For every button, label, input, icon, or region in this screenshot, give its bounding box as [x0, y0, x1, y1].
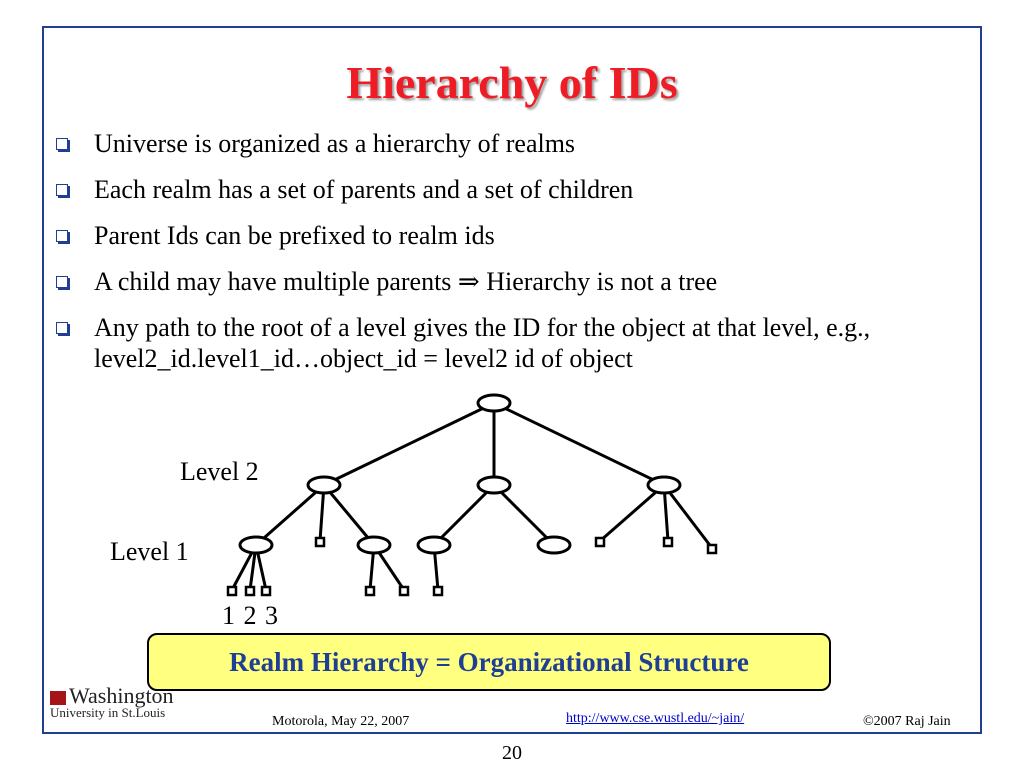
page-number: 20 [502, 742, 522, 764]
callout-box: Realm Hierarchy = Organizational Structure [147, 633, 831, 691]
object-leaf [664, 538, 672, 546]
leaf-numbers: 1 2 3 [222, 601, 279, 630]
level1-realm-node [358, 537, 390, 553]
object-leaf [262, 587, 270, 595]
level2-label: Level 2 [180, 457, 259, 486]
level2-realm-node [478, 477, 510, 493]
object-leaves [228, 538, 716, 595]
bullet-item: Parent Ids can be prefixed to realm ids [56, 220, 976, 251]
level1-label: Level 1 [110, 537, 189, 566]
level2-realm-node [308, 477, 340, 493]
slide-title: Hierarchy of IDs [346, 57, 678, 108]
bullet-item: Each realm has a set of parents and a set of children [56, 174, 976, 205]
object-leaf [316, 538, 324, 546]
crest-icon [50, 691, 66, 705]
bullet-item: A child may have multiple parents ⇒ Hierarchy is not a tree [56, 266, 976, 297]
level1-realm-node [240, 537, 272, 553]
object-leaf [366, 587, 374, 595]
level1-realm-node [538, 537, 570, 553]
footer-copyright: ©2007 Raj Jain [863, 714, 951, 729]
bullet-item: Universe is organized as a hierarchy of realms [56, 128, 976, 159]
level2-realm-node [648, 477, 680, 493]
object-leaf [434, 587, 442, 595]
level1-realm-node [418, 537, 450, 553]
bullet-item: Any path to the root of a level gives the ID for the object at that level, e.g., level2_id.level1_id…object_id = level2 id of object [56, 312, 976, 374]
object-leaf [400, 587, 408, 595]
object-leaf [228, 587, 236, 595]
object-leaf [708, 545, 716, 553]
object-leaf [596, 538, 604, 546]
footer-link[interactable]: http://www.cse.wustl.edu/~jain/ [566, 711, 745, 726]
object-leaf [246, 587, 254, 595]
university-logo: Washington University in St.Louis [50, 683, 174, 720]
footer-event: Motorola, May 22, 2007 [272, 714, 410, 729]
hierarchy-edges [232, 403, 712, 590]
root-realm-node [478, 395, 510, 411]
